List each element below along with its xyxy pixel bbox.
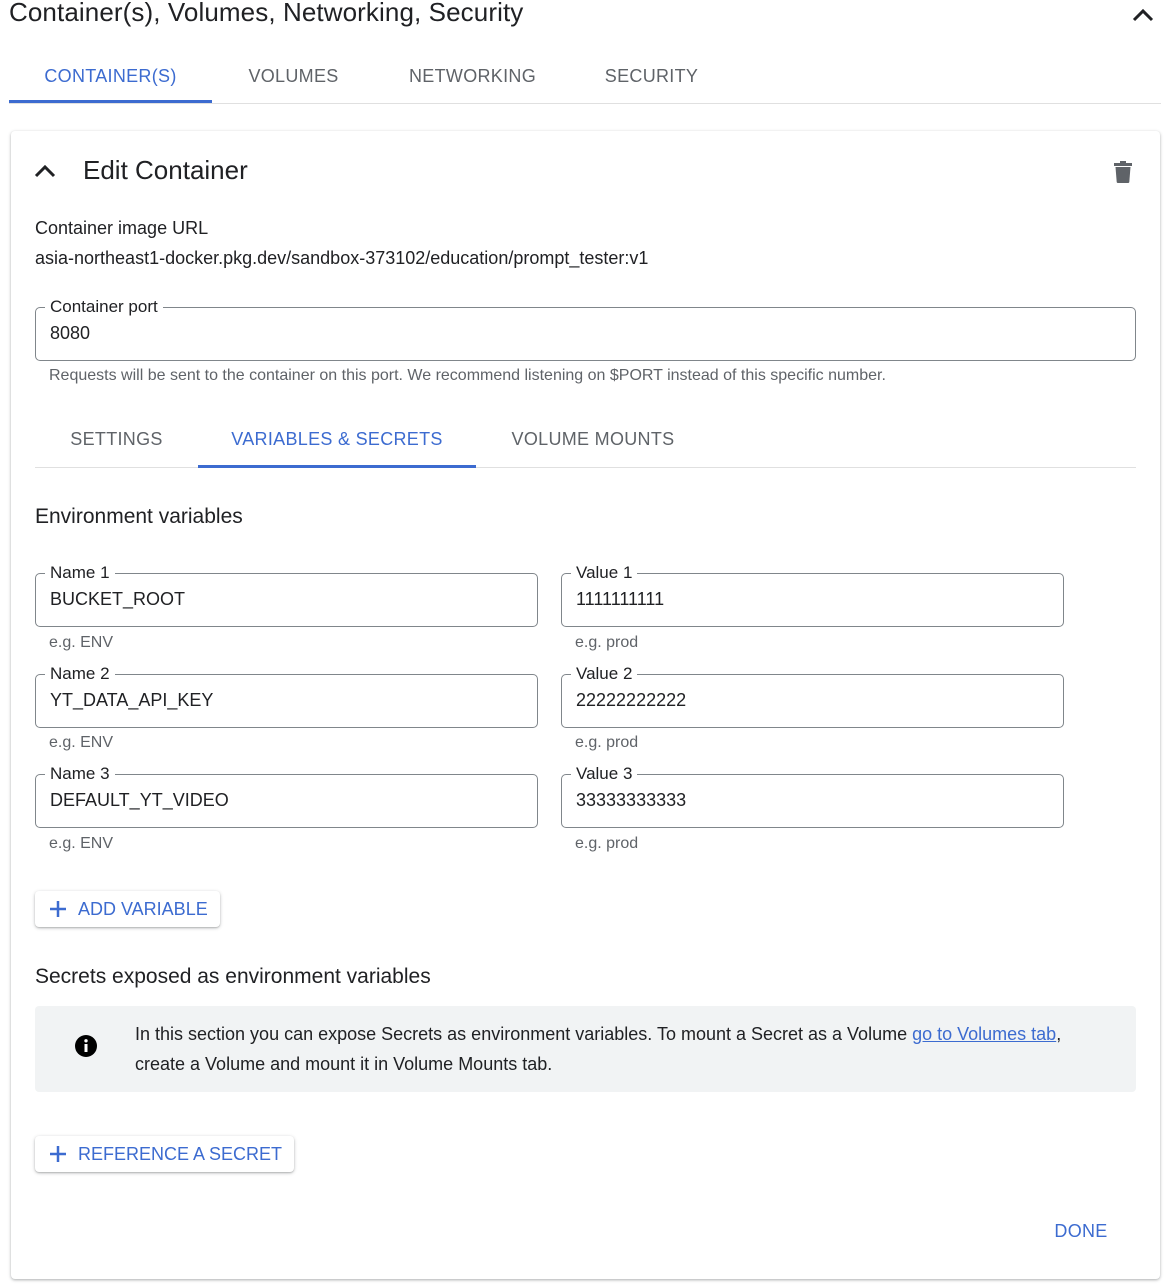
container-port-hint: Requests will be sent to the container on this port. We recommend listening on $PORT instead of this specific number. xyxy=(49,367,886,384)
card-title: Edit Container xyxy=(83,155,248,185)
env-name-hint: e.g. ENV xyxy=(49,634,114,651)
env-value-label: Value 3 xyxy=(571,763,637,785)
env-name-hint: e.g. ENV xyxy=(49,734,114,751)
chevron-up-icon xyxy=(34,164,56,178)
top-tabs xyxy=(9,50,1161,104)
add-variable-button[interactable] xyxy=(35,891,220,927)
info-text-before: In this section you can expose Secrets as environment variables. To mount a Secret as a Volume xyxy=(135,1024,913,1044)
container-port-label: Container port xyxy=(45,296,163,318)
secrets-info-text xyxy=(135,1019,1115,1079)
env-name-value: YT_DATA_API_KEY xyxy=(50,690,214,710)
info-text-after: , create a Volume and mount it in Volume Mounts tab. xyxy=(135,1024,1062,1074)
tab-variables-secrets[interactable]: VARIABLES & SECRETS xyxy=(198,412,476,467)
plus-icon xyxy=(49,1144,69,1164)
info-icon xyxy=(74,1034,98,1058)
env-value-hint: e.g. prod xyxy=(575,734,639,751)
env-value-hint: e.g. prod xyxy=(575,634,639,651)
add-variable-label: ADD VARIABLE xyxy=(78,898,208,919)
card-header xyxy=(11,131,1160,211)
env-value-hint: e.g. prod xyxy=(575,835,639,852)
env-name-label: Name 2 xyxy=(45,663,115,685)
env-name-field-3[interactable] xyxy=(35,764,538,828)
env-value-field-3[interactable] xyxy=(561,764,1064,828)
tab-settings[interactable]: SETTINGS xyxy=(70,429,163,449)
image-url-value: asia-northeast1-docker.pkg.dev/sandbox-373102/education/prompt_tester:v1 xyxy=(35,248,649,268)
container-inner-tabs xyxy=(35,412,1136,468)
env-value-value: 33333333333 xyxy=(576,790,687,810)
tab-security[interactable]: SECURITY xyxy=(604,65,699,86)
env-value-label: Value 2 xyxy=(571,663,637,685)
reference-secret-button[interactable] xyxy=(35,1136,294,1172)
edit-container-card xyxy=(11,131,1160,1279)
env-name-label: Name 3 xyxy=(45,763,115,785)
container-port-value: 8080 xyxy=(50,323,91,343)
plus-icon xyxy=(49,899,69,919)
env-name-value: BUCKET_ROOT xyxy=(50,589,186,609)
tab-networking[interactable]: NETWORKING xyxy=(409,65,536,86)
env-name-field-2[interactable] xyxy=(35,664,538,728)
tab-containers[interactable]: CONTAINER(S) xyxy=(9,50,212,102)
secrets-title: Secrets exposed as environment variables xyxy=(35,965,431,988)
env-name-label: Name 1 xyxy=(45,562,115,584)
delete-container-button[interactable] xyxy=(1111,159,1135,185)
env-value-label: Value 1 xyxy=(571,562,637,584)
go-to-volumes-link[interactable]: go to Volumes tab xyxy=(912,1024,1057,1044)
section-title: Container(s), Volumes, Networking, Security xyxy=(9,0,524,27)
image-url-label: Container image URL xyxy=(35,218,209,238)
env-value-field-2[interactable] xyxy=(561,664,1064,728)
chevron-up-icon xyxy=(1132,8,1154,22)
reference-secret-label: REFERENCE A SECRET xyxy=(78,1143,283,1164)
secrets-info-box xyxy=(35,1006,1136,1092)
env-name-hint: e.g. ENV xyxy=(49,835,114,852)
tab-volume-mounts[interactable]: VOLUME MOUNTS xyxy=(511,429,675,449)
env-name-value: DEFAULT_YT_VIDEO xyxy=(50,790,229,810)
collapse-card-button[interactable] xyxy=(33,159,57,183)
env-value-value: 1111111111 xyxy=(576,589,665,609)
tab-volumes[interactable]: VOLUMES xyxy=(248,65,339,86)
done-button[interactable]: DONE xyxy=(1054,1220,1108,1241)
delete-icon xyxy=(1114,161,1132,183)
env-value-value: 22222222222 xyxy=(576,690,687,710)
env-name-field-1[interactable] xyxy=(35,563,538,627)
env-value-field-1[interactable] xyxy=(561,563,1064,627)
env-variables-title: Environment variables xyxy=(35,505,243,528)
collapse-section-button[interactable] xyxy=(1129,4,1157,26)
container-port-field[interactable] xyxy=(35,297,1136,361)
